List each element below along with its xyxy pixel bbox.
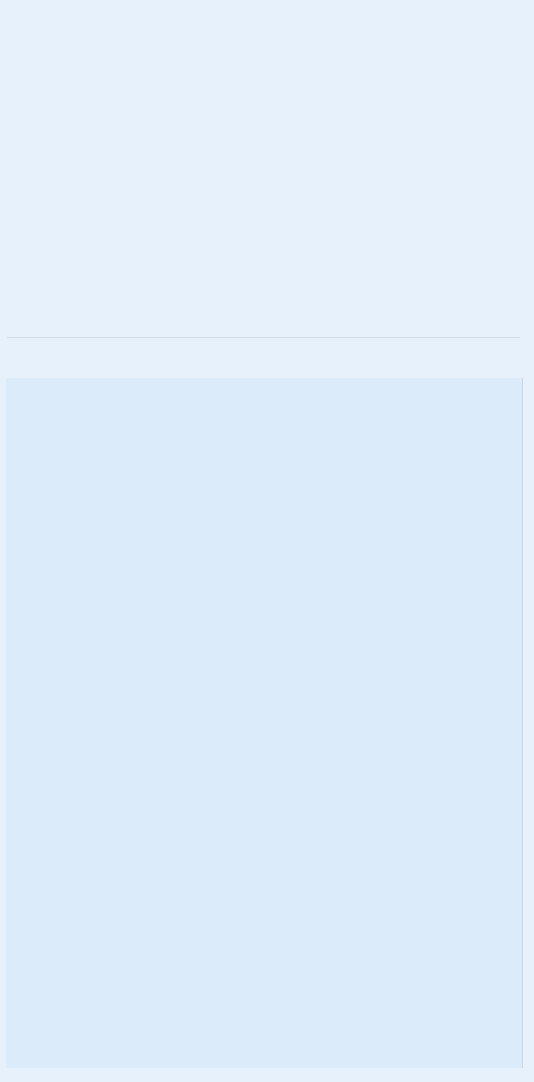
- question-header: [0, 0, 534, 7]
- journal-entry-table: [6, 378, 523, 1068]
- section-divider: [7, 337, 520, 338]
